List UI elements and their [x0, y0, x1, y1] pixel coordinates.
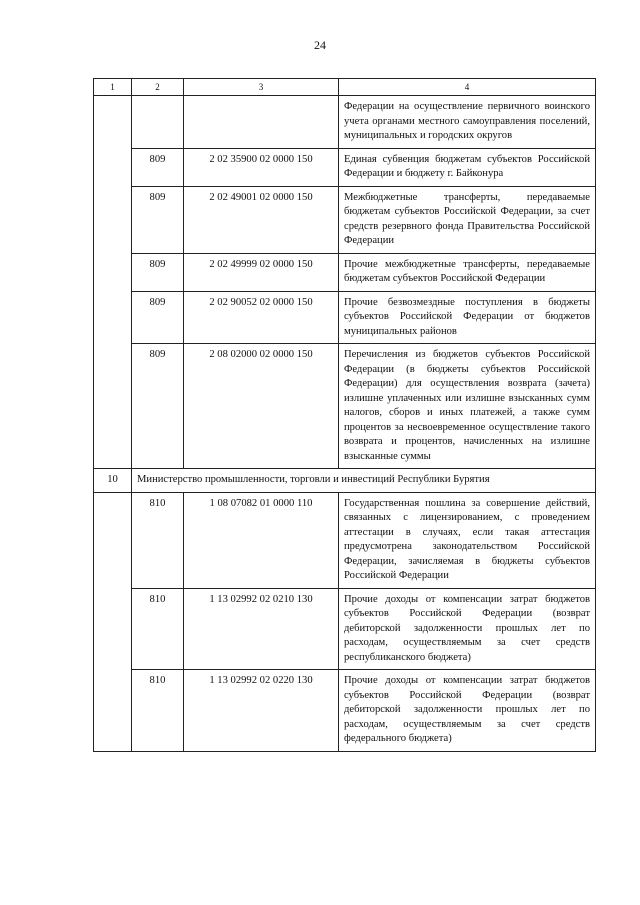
revenue-code-cell — [184, 96, 339, 149]
ministry-number: 10 — [94, 469, 132, 493]
table-row — [94, 186, 596, 253]
empty-number-cell — [94, 96, 132, 469]
revenue-name-cell: Государственная пошлина за совершение действий, связанных с лицензированием, с проведением аттестации в случаях, если такая аттестация предусмотрена законодательством Российской Федерации, зачисляемая в бюджеты субъектов Российской Федерации — [339, 492, 596, 588]
table-row — [94, 96, 596, 149]
revenue-name-cell: Единая субвенция бюджетам субъектов Российской Федерации и бюджету г. Байконура — [339, 148, 596, 186]
table-row — [94, 253, 596, 291]
continuation-text-cell: Федерации на осуществление первичного воинского учета органами местного самоуправления поселений, муниципальных и городских округов — [339, 96, 596, 149]
table-row — [94, 588, 596, 670]
admin-code-cell: 809 — [132, 344, 184, 469]
column-header-3: 3 — [184, 79, 339, 96]
revenue-code-cell: 2 02 90052 02 0000 150 — [184, 291, 339, 344]
revenue-code-cell: 1 13 02992 02 0220 130 — [184, 670, 339, 752]
revenue-code-cell: 2 02 35900 02 0000 150 — [184, 148, 339, 186]
admin-code-cell: 810 — [132, 492, 184, 588]
admin-code-cell — [132, 96, 184, 149]
revenue-name-cell: Прочие доходы от компенсации затрат бюджетов субъектов Российской Федерации (возврат дебиторской задолженности прошлых лет по расходам, осуществляемым за счет средств федерального бюджета) — [339, 670, 596, 752]
column-header-2: 2 — [132, 79, 184, 96]
revenue-code-cell: 1 13 02992 02 0210 130 — [184, 588, 339, 670]
page-number: 24 — [314, 38, 326, 52]
column-header-4: 4 — [339, 79, 596, 96]
revenue-name-cell: Прочие доходы от компенсации затрат бюджетов субъектов Российской Федерации (возврат дебиторской задолженности прошлых лет по расходам, осуществляемым за счет средств республиканского бюджета) — [339, 588, 596, 670]
column-number-row — [94, 79, 596, 96]
admin-code-cell: 810 — [132, 670, 184, 752]
column-header-1: 1 — [94, 79, 132, 96]
table-row — [94, 291, 596, 344]
revenue-name-cell: Перечисления из бюджетов субъектов Российской Федерации (в бюджеты субъектов Российской Федерации) для осуществления возврата (зачета) излишне уплаченных или излишне взысканных сумм налогов, сборов и иных платежей, а также сумм процентов за несвоевременное осуществление такого возврата и процентов, начисленных на излишне взысканные суммы — [339, 344, 596, 469]
revenue-name-cell: Прочие безвозмездные поступления в бюджеты субъектов Российской Федерации от бюджетов муниципальных районов — [339, 291, 596, 344]
table-row — [94, 148, 596, 186]
admin-code-cell: 809 — [132, 186, 184, 253]
revenue-code-cell: 2 02 49001 02 0000 150 — [184, 186, 339, 253]
admin-code-cell: 809 — [132, 253, 184, 291]
ministry-name: Министерство промышленности, торговли и инвестиций Республики Бурятия — [132, 469, 596, 493]
admin-code-cell: 809 — [132, 148, 184, 186]
table-row — [94, 670, 596, 752]
revenue-code-cell: 2 08 02000 02 0000 150 — [184, 344, 339, 469]
budget-revenue-table — [93, 78, 596, 752]
revenue-name-cell: Прочие межбюджетные трансферты, передаваемые бюджетам субъектов Российской Федерации — [339, 253, 596, 291]
empty-number-cell — [94, 492, 132, 751]
admin-code-cell: 810 — [132, 588, 184, 670]
ministry-row — [94, 469, 596, 493]
table-row — [94, 492, 596, 588]
admin-code-cell: 809 — [132, 291, 184, 344]
revenue-code-cell: 1 08 07082 01 0000 110 — [184, 492, 339, 588]
revenue-name-cell: Межбюджетные трансферты, передаваемые бюджетам субъектов Российской Федерации, за счет средств резервного фонда Правительства Российской Федерации — [339, 186, 596, 253]
revenue-code-cell: 2 02 49999 02 0000 150 — [184, 253, 339, 291]
table-row — [94, 344, 596, 469]
